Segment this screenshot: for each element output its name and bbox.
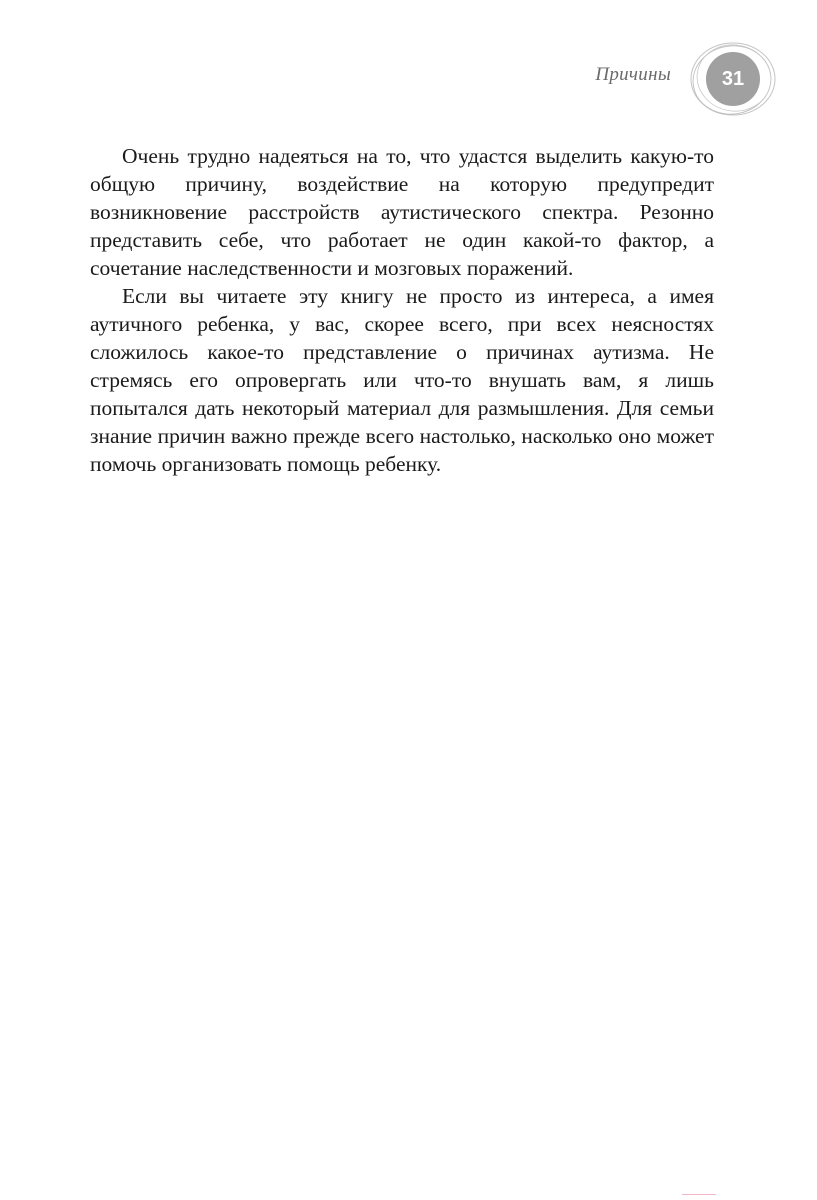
- paragraph: Если вы читаете эту книгу не просто из интереса, а имея аутичного ребенка, у вас, скорее всего, при всех неясностях сложилось какое-то представление о причинах аутизма. Не стремясь его опровергать или что-то внушать вам, я лишь попытался дать некоторый материал для размышления. Для семьи знание причин важно прежде всего настолько, насколько оно может помочь организовать помощь ребенку.: [90, 284, 714, 476]
- running-title: Причины: [595, 64, 671, 85]
- corner-mark: [682, 1194, 716, 1200]
- page-number: 31: [721, 67, 745, 90]
- page-number-badge: [688, 40, 778, 118]
- paragraph: Очень трудно надеяться на то, что удастся выделить какую-то общую причину, воздействие на которую предупредит возникновение расстройств аутистического спектра. Резонно представить себе, что работает не один какой-то фактор, а сочетание наследственности и мозговых поражений.: [90, 144, 714, 280]
- body-text: [90, 142, 714, 478]
